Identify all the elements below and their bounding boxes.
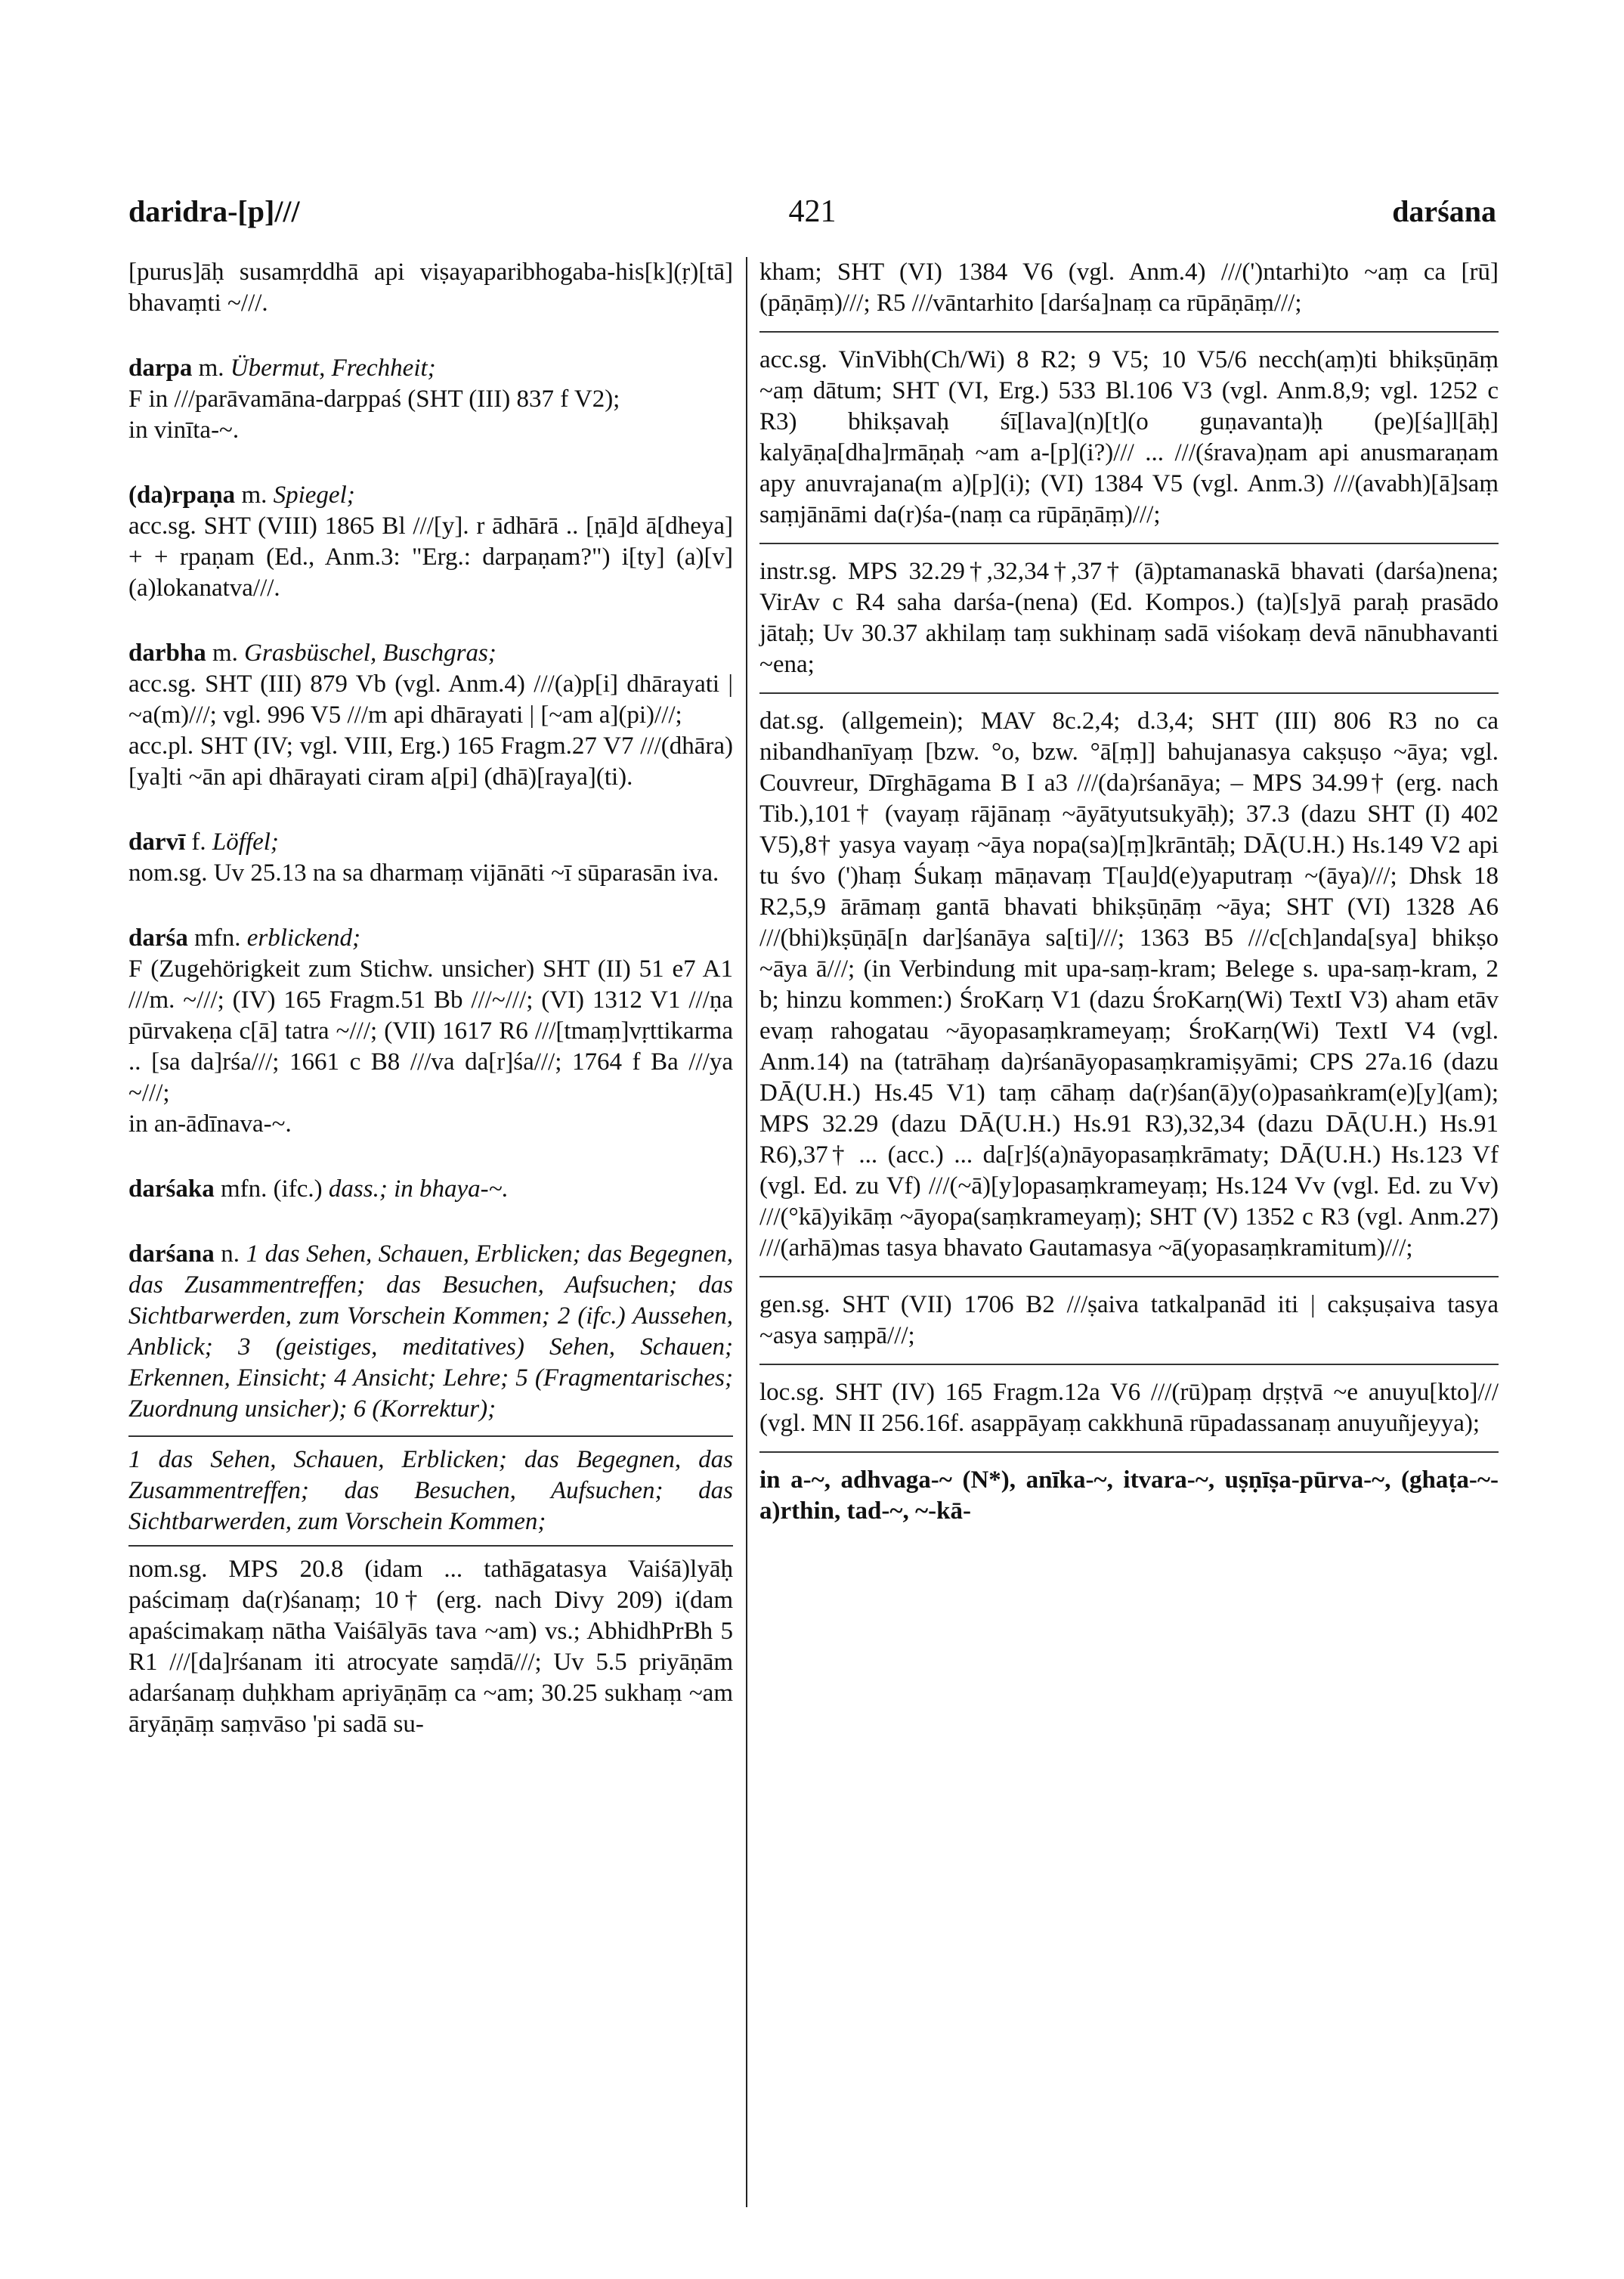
part-of-speech: m. <box>212 639 238 667</box>
part-of-speech: mfn. <box>194 924 241 952</box>
column-divider <box>746 257 747 2207</box>
page-header <box>128 189 1496 234</box>
gloss: Grasbüschel, Buschgras; <box>244 639 496 667</box>
gloss: erblickend; <box>246 924 361 952</box>
part-of-speech: mfn. (ifc.) <box>220 1175 323 1203</box>
definition: 1 das Sehen, Schauen, Erblicken; das Begegnen, das Zusammentreffen; das Besuchen, Aufsuchen; das Sichtbarwerden, zum Vorschein Kommen; 2 (ifc.) Aussehen, Anblick; 3 (geistiges, meditatives) Sehen, Schauen; Erkennen, Einsicht; 4 Ansicht; Lehre; 5 (Fragmentarisches; Zuordnung unsicher); 6 (Korrektur); <box>128 1240 734 1423</box>
entry-text: acc.sg. VinVibh(Ch/Wi) 8 R2; 9 V5; 10 V5/6 necch(aṃ)ti bhikṣūṇāṃ ~aṃ dātum; SHT (VI, Erg.) 533 Bl.106 V3 (vgl. Anm.8,9; vgl. 1252 c R3) bhikṣavaḥ śī[lava](n)[t](o guṇavanta)ḥ (pe)[śa]l[āḥ] kalyāṇa[dha]rmāṇaḥ ~am a-[p](i?)/// ... ///(śrava)ṇam api anusmaraṇam apy anuvrajana(m a)[p](i); (VI) 1384 V5 (vgl. Anm.3) ///(avabh)[ā]saṃ saṃjānāmi da(r)śa-(naṃ ca rūpāṇāṃ)///; <box>759 346 1499 528</box>
entry-text: gen.sg. SHT (VII) 1706 B2 ///ṣaiva tatkalpanād iti | cakṣuṣaiva tasya ~asya saṃpā///; <box>759 1291 1499 1349</box>
continued-entry-text: [purus]āḥ susamṛddhā api viṣayaparibhogaba-his[k](ṛ)[tā] bhavaṃti ~///. <box>128 259 733 317</box>
entry-darbha <box>128 638 733 793</box>
gloss: dass.; in bhaya-~. <box>328 1175 509 1203</box>
headword: darvī <box>128 828 186 856</box>
entry-darsana <box>128 1239 733 1740</box>
entry-heading <box>128 480 733 511</box>
entry-heading <box>128 827 733 858</box>
entry-text: acc.pl. SHT (IV; vgl. VIII, Erg.) 165 Fragm.27 V7 ///(dhāra)[ya]ti ~ān api dhārayati ciram a[pi] (dhā)[raya](ti). <box>128 732 733 791</box>
entry-heading <box>128 1174 733 1205</box>
sense-heading: 1 das Sehen, Schauen, Erblicken; das Begegnen, das Zusammentreffen; das Besuchen, Aufsuchen; das Sichtbarwerden, zum Vorschein Kommen; <box>128 1446 733 1535</box>
entry-text: in an-ādīnava-~. <box>128 1110 292 1138</box>
citation-block <box>759 706 1499 1277</box>
gloss: Löffel; <box>212 828 279 856</box>
left-column <box>128 257 733 1740</box>
gloss: Spiegel; <box>273 482 355 509</box>
entry-darsaka <box>128 1174 733 1205</box>
headword: (da)rpaṇa <box>128 482 236 509</box>
entry-text: F (Zugehörigkeit zum Stichw. unsicher) SHT (II) 51 e7 A1 ///m. ~///; (IV) 165 Fragm.51 Bb ///~///; (VI) 1312 V1 ///ṇa pūrvakeṇa c[ā] tatra ~///; (VII) 1617 R6 ///[tmaṃ]vṛttikarma .. [sa da]rśa///; 1661 c B8 ///va da[r]śa///; 1764 f Ba ///ya ~///; <box>128 955 733 1107</box>
citation-block <box>759 1290 1499 1365</box>
entry-definition <box>128 1239 733 1425</box>
citation-block <box>759 556 1499 694</box>
entry-text: acc.sg. SHT (III) 879 Vb (vgl. Anm.4) ///(a)p[i] dhārayati | ~a(m)///; vgl. 996 V5 ///m api dhārayati | [~am a](pi)///; <box>128 670 733 729</box>
entry-darpa <box>128 353 733 446</box>
header-right-catchword: darśana <box>1392 194 1496 228</box>
compounds-list: in a-~, adhvaga-~ (N*), anīka-~, itvara-~, uṣṇīṣa-pūrva-~, (ghaṭa-~-a)rthin, tad-~, ~-kā- <box>759 1466 1499 1525</box>
entry-text: nom.sg. MPS 20.8 (idam ... tathāgatasya Vaiśā)lyāḥ paścimaṃ da(r)śanaṃ; 10† (erg. nach Divy 209) i(dam apaścimakaṃ nātha Vaiśālyās tava ~am) vs.; AbhidhPrBh 5 R1 ///[da]rśanam iti atrocyate saṃdā///; Uv 5.5 priyāṇām adarśanaṃ duḥkham apriyāṇāṃ ca ~am; 30.25 sukhaṃ ~am āryāṇāṃ saṃvāso 'pi sadā su- <box>128 1556 733 1738</box>
page-number: 421 <box>788 194 837 229</box>
headword: darśaka <box>128 1175 215 1203</box>
entry-text: in vinīta-~. <box>128 416 240 444</box>
entry-darpana <box>128 480 733 604</box>
entry-heading <box>128 353 733 384</box>
entry-text: loc.sg. SHT (IV) 165 Fragm.12a V6 ///(rū)paṃ dṛṣṭvā ~e anuyu[kto]/// (vgl. MN II 256.16f. asappāyaṃ cakkhunā rūpadassanaṃ anuyuñjeyya); <box>759 1379 1499 1437</box>
headword: darbha <box>128 639 206 667</box>
headword: darśa <box>128 924 188 952</box>
entry-text: dat.sg. (allgemein); MAV 8c.2,4; d.3,4; SHT (III) 806 R3 no ca nibandhanīyaṃ [bzw. °o, bzw. °ā[ṃ]] bahujanasya cakṣuṣo ~āya; vgl. Couvreur, Dīrghāgama B I a3 ///(da)rśanāya; – MPS 34.99† (erg. nach Tib.),101† (vayaṃ rājānaṃ ~āyātyutsukyāḥ); 37.3 (dazu SHT (I) 402 V5),8† yasya vayaṃ ~āya nopa(sa)[ṃ]krāntāḥ; DĀ(U.H.) Hs.149 V2 api tu śvo (')haṃ Śukaṃ māṇavaṃ T[au]d(e)yaputraṃ ~(āya)///; Dhsk 18 R2,5,9 ārāmaṃ gantā bhavati bhikṣūṇāṃ ~āya; SHT (VI) 1328 A6 ///(bhi)kṣūṇā[n dar]śanāya sa[ti]///; 1363 B5 ///c[ch]anda[sya] bhikṣo ~āya ā///; (in Verbindung mit upa-saṃ-kram; Belege s. upa-saṃ-kram, 2 b; hinzu kommen:) ŚroKarṇ V1 (dazu ŚroKarṇ(Wi) TextI V3) aham etāv evaṃ rahogatau ~āyopasaṃkrameyaṃ; ŚroKarṇ(Wi) TextI V4 (vgl. Anm.14) na (tatrāhaṃ da)rśanāyopasaṃkramiṣyāmi; CPS 27a.16 (dazu DĀ(U.H.) Hs.45 V1) taṃ cāhaṃ da(r)śan(ā)y(o)pasaṅkram(e)[y](am); MPS 32.29 (dazu DĀ(U.H.) Hs.91 R3),32,34 (dazu DĀ(U.H.) Hs.91 R6),37† ... (acc.) ... da[r]ś(a)nāyopasaṃkrāmaty; DĀ(U.H.) Hs.123 Vf (vgl. Ed. zu Vf) ///(~ā)[y]opasaṃkrameyaṃ; Hs.124 Vv (vgl. Ed. zu Vv) ///(°kā)yikāṃ ~āyopa(saṃkrameyaṃ); SHT (V) 1352 c R3 (vgl. Anm.27) ///(arhā)mas tasya bhavato Gautamasya ~ā(yopasaṃkramitum)///; <box>759 708 1499 1262</box>
part-of-speech: m. <box>241 482 268 509</box>
entry-text: instr.sg. MPS 32.29†,32,34†,37† (ā)ptamanaskā bhavati (darśa)nena; VirAv c R4 saha darśa-(nena) (Ed. Kompos.) (ta)[s]yā paraḥ prasādo jātaḥ; Uv 30.37 akhilaṃ taṃ sukhinaṃ sadā viśokaṃ devā nānubhavanti ~ena; <box>759 558 1499 678</box>
right-column <box>759 257 1499 1551</box>
citation-block <box>759 257 1499 333</box>
entry-text: acc.sg. SHT (VIII) 1865 Bl ///[y]. r ādhārā .. [ṇā]d ā[dheya] + + rpaṇam (Ed., Anm.3: "Erg.: darpaṇam?") i[ty] (a)[v](a)lokanatva///. <box>128 512 733 602</box>
part-of-speech: n. <box>221 1240 240 1268</box>
entry-heading <box>128 923 733 954</box>
header-left-catchword: daridra-[p]/// <box>128 194 300 228</box>
gloss: Übermut, Frechheit; <box>230 355 436 382</box>
entry-darvi <box>128 827 733 889</box>
entry-text: F in ///parāvamāna-darppaś (SHT (III) 837 f V2); <box>128 386 620 413</box>
part-of-speech: f. <box>191 828 206 856</box>
citation-block <box>759 1377 1499 1453</box>
headword: darśana <box>128 1240 215 1268</box>
entry-text: nom.sg. Uv 25.13 na sa dharmaṃ vijānāti ~ī sūparasān iva. <box>128 859 719 887</box>
part-of-speech: m. <box>198 355 224 382</box>
citation-block <box>759 1465 1499 1539</box>
entry-text: kham; SHT (VI) 1384 V6 (vgl. Anm.4) ///(')ntarhi)to ~aṃ ca [rū](pāṇāṃ)///; R5 ///vāntarhito [darśa]naṃ ca rūpāṇāṃ///; <box>759 259 1499 317</box>
entry-darsa <box>128 923 733 1140</box>
citation-block <box>759 345 1499 544</box>
entry-heading <box>128 638 733 669</box>
headword: darpa <box>128 355 193 382</box>
